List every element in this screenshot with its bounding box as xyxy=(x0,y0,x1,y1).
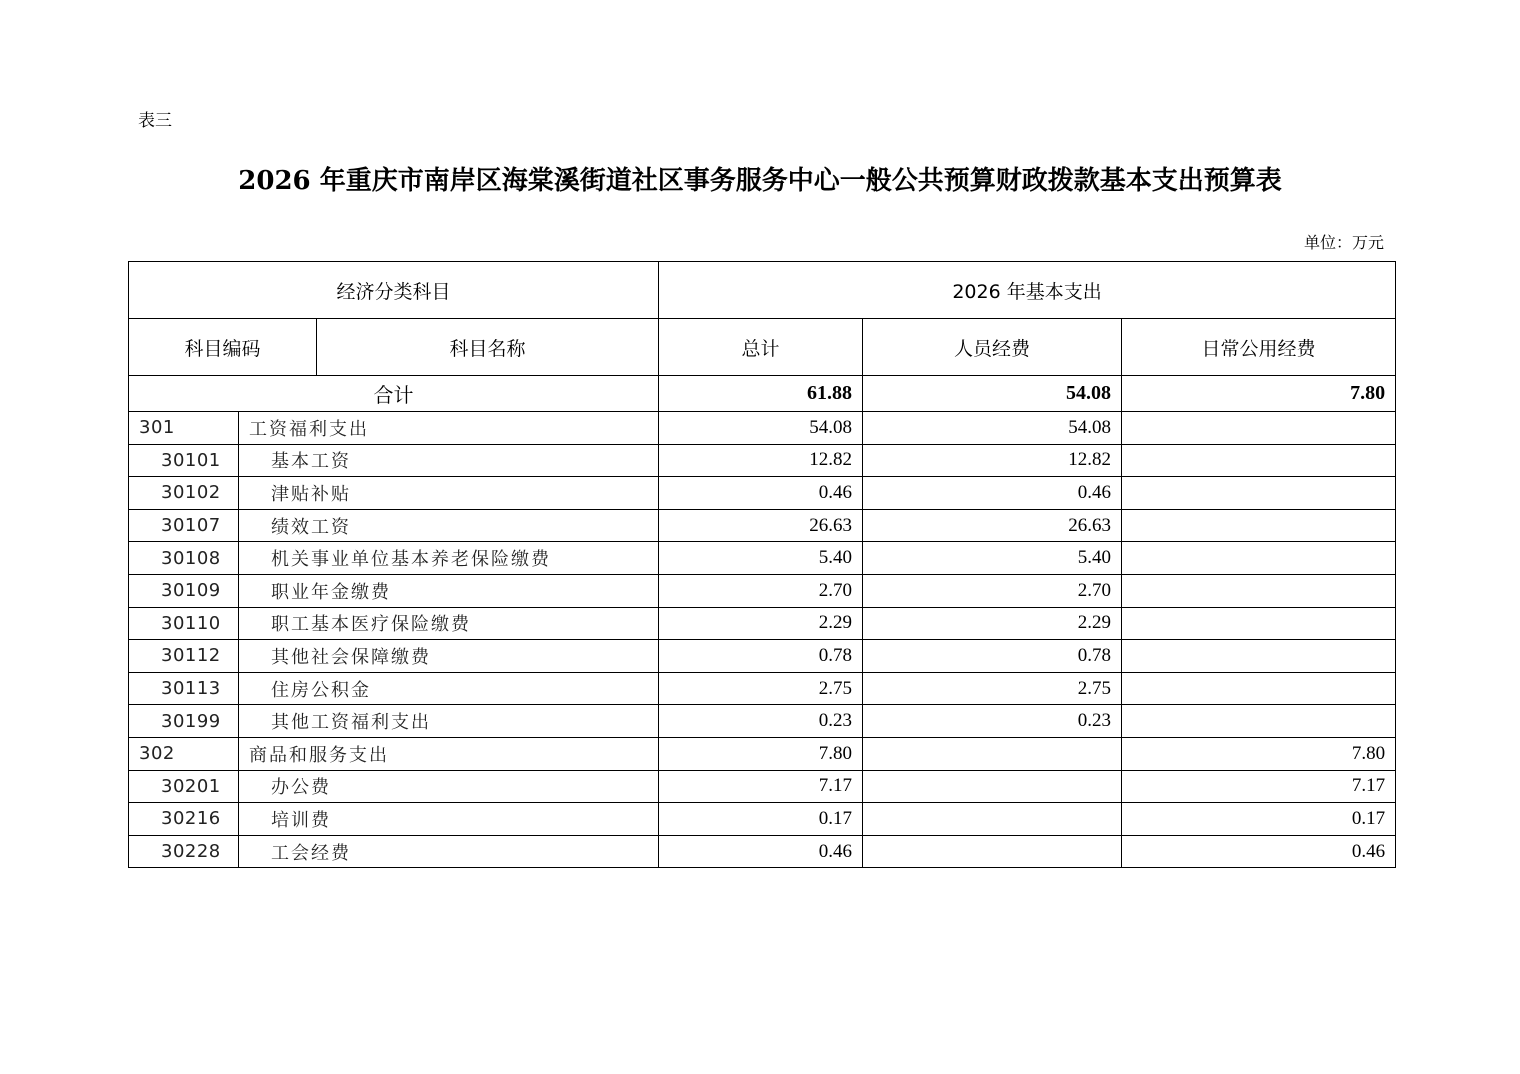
header-basic-expenditure: 2026 年基本支出 xyxy=(659,262,1396,319)
subject-code: 30201 xyxy=(129,770,239,803)
public-value xyxy=(1122,705,1396,738)
subject-name: 住房公积金 xyxy=(239,672,659,705)
public-value: 0.17 xyxy=(1122,803,1396,836)
public-value xyxy=(1122,607,1396,640)
header-row-group xyxy=(129,262,1396,319)
subject-code: 30108 xyxy=(129,542,239,575)
subject-code: 30109 xyxy=(129,574,239,607)
public-value xyxy=(1122,444,1396,477)
total-value: 0.23 xyxy=(659,705,863,738)
total-value: 2.70 xyxy=(659,574,863,607)
summary-label: 合计 xyxy=(129,376,659,412)
table-row xyxy=(129,477,1396,510)
personnel-value: 0.23 xyxy=(863,705,1122,738)
personnel-value: 2.70 xyxy=(863,574,1122,607)
subject-name: 培训费 xyxy=(239,803,659,836)
personnel-value: 2.75 xyxy=(863,672,1122,705)
header-economic-category: 经济分类科目 xyxy=(129,262,659,319)
personnel-value: 26.63 xyxy=(863,509,1122,542)
table-label: 表三 xyxy=(138,111,172,131)
subject-name: 绩效工资 xyxy=(239,509,659,542)
subject-name: 工会经费 xyxy=(239,835,659,868)
subject-code: 30113 xyxy=(129,672,239,705)
table-row xyxy=(129,574,1396,607)
subject-code: 30107 xyxy=(129,509,239,542)
total-value: 26.63 xyxy=(659,509,863,542)
total-value: 2.29 xyxy=(659,607,863,640)
subject-name: 办公费 xyxy=(239,770,659,803)
total-value: 0.46 xyxy=(659,835,863,868)
table-row xyxy=(129,509,1396,542)
personnel-value: 0.46 xyxy=(863,477,1122,510)
public-value xyxy=(1122,574,1396,607)
subject-name: 工资福利支出 xyxy=(239,412,659,445)
header-public: 日常公用经费 xyxy=(1122,319,1396,376)
summary-row xyxy=(129,376,1396,412)
subject-name: 职工基本医疗保险缴费 xyxy=(239,607,659,640)
header-total: 总计 xyxy=(659,319,863,376)
personnel-value: 5.40 xyxy=(863,542,1122,575)
total-value: 12.82 xyxy=(659,444,863,477)
subject-code: 301 xyxy=(129,412,239,445)
table-row xyxy=(129,640,1396,673)
table-row xyxy=(129,542,1396,575)
subject-code: 30102 xyxy=(129,477,239,510)
public-value xyxy=(1122,672,1396,705)
subject-name: 其他社会保障缴费 xyxy=(239,640,659,673)
public-value xyxy=(1122,509,1396,542)
public-value xyxy=(1122,542,1396,575)
header-row-columns xyxy=(129,319,1396,376)
table-row xyxy=(129,705,1396,738)
table-row xyxy=(129,803,1396,836)
subject-code: 30228 xyxy=(129,835,239,868)
summary-personnel: 54.08 xyxy=(863,376,1122,412)
header-personnel: 人员经费 xyxy=(863,319,1122,376)
total-value: 7.17 xyxy=(659,770,863,803)
page-title: 2026 年重庆市南岸区海棠溪街道社区事务服务中心一般公共预算财政拨款基本支出预算表 xyxy=(238,166,1282,196)
total-value: 7.80 xyxy=(659,737,863,770)
total-value: 0.17 xyxy=(659,803,863,836)
public-value: 7.17 xyxy=(1122,770,1396,803)
public-value xyxy=(1122,412,1396,445)
subject-code: 302 xyxy=(129,737,239,770)
subject-code: 30112 xyxy=(129,640,239,673)
personnel-value xyxy=(863,803,1122,836)
public-value: 7.80 xyxy=(1122,737,1396,770)
subject-name: 职业年金缴费 xyxy=(239,574,659,607)
table-row xyxy=(129,737,1396,770)
personnel-value xyxy=(863,737,1122,770)
total-value: 0.78 xyxy=(659,640,863,673)
budget-table xyxy=(128,261,1396,868)
public-value xyxy=(1122,640,1396,673)
subject-name: 其他工资福利支出 xyxy=(239,705,659,738)
subject-code: 30110 xyxy=(129,607,239,640)
public-value: 0.46 xyxy=(1122,835,1396,868)
public-value xyxy=(1122,477,1396,510)
subject-code: 30199 xyxy=(129,705,239,738)
personnel-value: 0.78 xyxy=(863,640,1122,673)
subject-code: 30101 xyxy=(129,444,239,477)
subject-code: 30216 xyxy=(129,803,239,836)
subject-name: 机关事业单位基本养老保险缴费 xyxy=(239,542,659,575)
summary-public: 7.80 xyxy=(1122,376,1396,412)
unit-note: 单位：万元 xyxy=(1303,233,1384,252)
subject-name: 基本工资 xyxy=(239,444,659,477)
personnel-value: 54.08 xyxy=(863,412,1122,445)
personnel-value xyxy=(863,770,1122,803)
subject-name: 津贴补贴 xyxy=(239,477,659,510)
header-subject-name: 科目名称 xyxy=(317,319,659,376)
table-row xyxy=(129,770,1396,803)
total-value: 54.08 xyxy=(659,412,863,445)
table-row xyxy=(129,835,1396,868)
subject-name: 商品和服务支出 xyxy=(239,737,659,770)
total-value: 2.75 xyxy=(659,672,863,705)
header-subject-code: 科目编码 xyxy=(129,319,317,376)
personnel-value: 12.82 xyxy=(863,444,1122,477)
personnel-value: 2.29 xyxy=(863,607,1122,640)
total-value: 5.40 xyxy=(659,542,863,575)
summary-total: 61.88 xyxy=(659,376,863,412)
table-row xyxy=(129,412,1396,445)
table-row xyxy=(129,444,1396,477)
total-value: 0.46 xyxy=(659,477,863,510)
personnel-value xyxy=(863,835,1122,868)
table-row xyxy=(129,607,1396,640)
table-row xyxy=(129,672,1396,705)
